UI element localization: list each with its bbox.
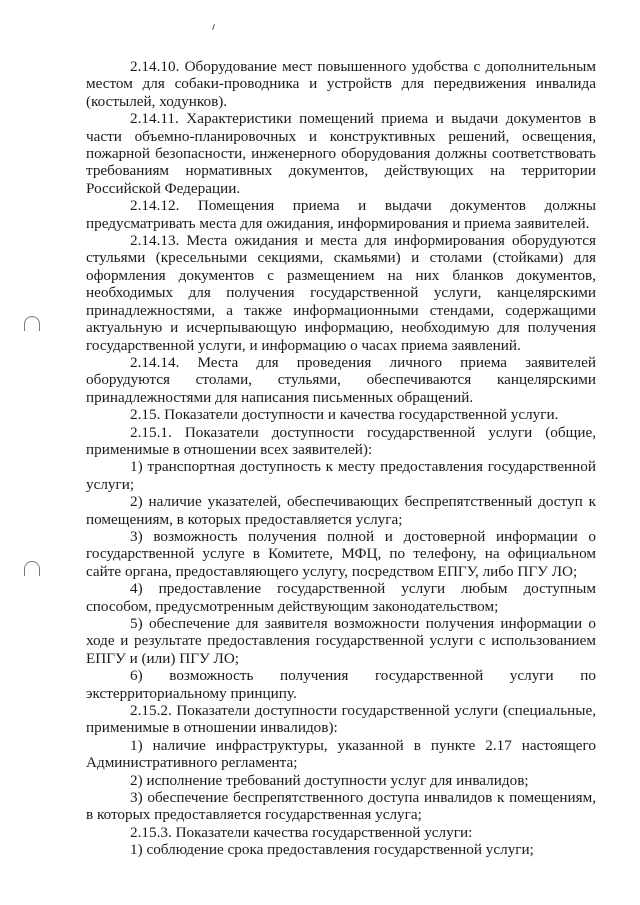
scan-mark bbox=[212, 24, 215, 30]
list-item-2-15-1-3: 3) возможность получения полной и достоверной информации о государственной услуге в Комитете, МФЦ, по телефону, на официальном сайте органа, предоставляющего услугу, посредством ЕПГУ, либо ПГУ ЛО; bbox=[86, 527, 596, 580]
list-item-2-15-1-2: 2) наличие указателей, обеспечивающих беспрепятственный доступ к помещениям, в которых предоставляется услуга; bbox=[86, 493, 596, 528]
list-item-2-15-2-1: 1) наличие инфраструктуры, указанной в пункте 2.17 настоящего Административного регламента; bbox=[86, 736, 596, 772]
list-item-2-15-1-4: 4) предоставление государственной услуги любым доступным способом, предусмотренным действующим законодательством; bbox=[86, 580, 596, 615]
paragraph-2-15-1: 2.15.1. Показатели доступности государственной услуги (общие, применимые в отношении всех заявителей): bbox=[86, 423, 596, 458]
list-item-2-15-3-1: 1) соблюдение срока предоставления государственной услуги; bbox=[130, 841, 534, 859]
document-body bbox=[86, 58, 596, 859]
binder-hole-top bbox=[24, 316, 40, 331]
paragraph-2-14-13: 2.14.13. Места ожидания и места для информирования оборудуются стульями (кресельными секциями, скамьями) и столами (стойками) для оформления документов с размещением на них бланков документов, необходимых для получения государственной услуги, канцелярскими принадлежностями, а также информационными стендами, содержащими актуальную и исчерпывающую информацию, необходимую для получения государственной услуги, и информацию о часах приема заявлений. bbox=[86, 232, 596, 354]
binder-hole-bottom bbox=[24, 561, 40, 576]
paragraph-2-14-12: 2.14.12. Помещения приема и выдачи документов должны предусматривать места для ожидания, информирования и приема заявителей. bbox=[86, 197, 596, 232]
list-item-2-15-2-2: 2) исполнение требований доступности услуг для инвалидов; bbox=[130, 771, 529, 789]
paragraph-2-15-2: 2.15.2. Показатели доступности государственной услуги (специальные, применимые в отношении инвалидов): bbox=[86, 702, 596, 737]
paragraph-2-14-14: 2.14.14. Места для проведения личного приема заявителей оборудуются столами, стульями, обеспечиваются канцелярскими принадлежностями для написания письменных обращений. bbox=[86, 353, 596, 406]
list-item-2-15-1-5: 5) обеспечение для заявителя возможности получения информации о ходе и результате предоставления государственной услуги с использованием ЕПГУ и (или) ПГУ ЛО; bbox=[86, 615, 596, 667]
paragraph-2-15-3: 2.15.3. Показатели качества государственной услуги: bbox=[130, 823, 473, 841]
paragraph-2-15: 2.15. Показатели доступности и качества государственной услуги. bbox=[130, 406, 559, 424]
paragraph-2-14-11: 2.14.11. Характеристики помещений приема и выдачи документов в части объемно-планировочных и конструктивных решений, освещения, пожарной безопасности, инженерного оборудования должны соответствовать требованиям нормативных документов, действующих на территории Российской Федерации. bbox=[86, 110, 596, 197]
list-item-2-15-1-6: 6) возможность получения государственной услуги по экстерриториальному принципу. bbox=[86, 667, 596, 702]
list-item-2-15-2-3: 3) обеспечение беспрепятственного доступа инвалидов к помещениям, в которых предоставляется государственная услуга; bbox=[86, 789, 596, 824]
paragraph-2-14-10: 2.14.10. Оборудование мест повышенного удобства с дополнительным местом для собаки-проводника и устройств для передвижения инвалида (костылей, ходунков). bbox=[86, 58, 596, 110]
list-item-2-15-1-1: 1) транспортная доступность к месту предоставления государственной услуги; bbox=[86, 458, 596, 493]
